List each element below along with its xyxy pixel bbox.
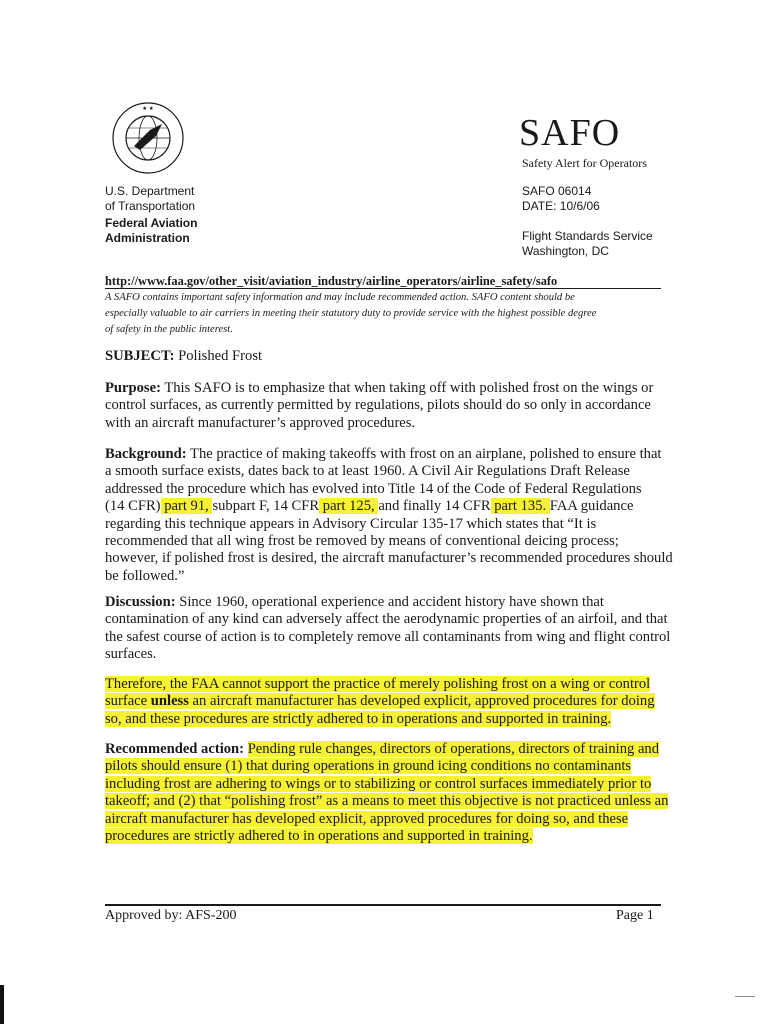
safo-date: DATE: 10/6/06 [522,199,600,213]
purpose-line-1: Purpose: This SAFO is to emphasize that when taking off with polished frost on the wings or [105,380,654,396]
therefore-line-1: Therefore, the FAA cannot support the practice of merely polishing frost on a wing or control [105,676,651,692]
footer-rule [105,904,661,906]
background-line-7: however, if polished frost is desired, the aircraft manufacturer’s recommended procedures should [105,550,673,567]
intro-line-2: especially valuable to air carriers in meeting their statutory duty to provide service with the highest possible degree [105,308,597,319]
purpose-line-2: control surfaces, as currently permitted by regulations, pilots should do so only in accordance [105,397,651,414]
recommended-line-1: Recommended action: Pending rule changes, directors of operations, directors of training and [105,741,660,757]
discussion-label: Discussion: [105,594,176,610]
safo-number: SAFO 06014 [522,184,592,198]
recommended-line-5: aircraft manufacturer has developed explicit, approved procedures for doing so, and these [105,810,629,827]
highlight-part-125: part 125, [319,498,379,515]
background-line-3: addressed the procedure which has evolved into Title 14 of the Code of Federal Regulations [105,480,642,497]
unless-emphasis: unless [150,693,189,710]
discussion-line-1: Discussion: Since 1960, operational experience and accident history have shown that [105,594,604,610]
background-line-8: be followed.” [105,567,185,584]
faa-seal-logo [110,100,186,176]
recommended-line-3: including frost are adhering to wings or to stabilizing or control surfaces immediately prior to [105,775,652,792]
background-line-6: recommended that all wing frost be removed by means of conventional deicing process; [105,533,619,550]
purpose-paragraph [105,380,660,432]
office-line-2: Washington, DC [522,244,609,258]
background-line-1: Background: The practice of making takeoffs with frost on an airplane, polished to ensure that [105,446,662,462]
subject-label: SUBJECT: [105,348,175,364]
approved-by: Approved by: AFS-200 [105,908,237,923]
therefore-paragraph [105,676,660,728]
background-label: Background: [105,446,187,462]
background-line-5: regarding this technique appears in Advisory Circular 135-17 which states that “It is [105,515,597,532]
office-line-1: Flight Standards Service [522,229,653,243]
department-line-1: U.S. Department [105,184,195,198]
background-line-2: a smooth surface exists, dates back to at least 1960. A Civil Air Regulations Draft Release [105,463,630,480]
purpose-label: Purpose: [105,380,161,396]
recommended-line-6: procedures are strictly adhered to in operations and supported in training. [105,828,533,845]
url-rule [105,288,661,289]
recommended-paragraph [105,741,669,845]
document-title: SAFO [519,112,621,154]
department-line-2: of Transportation [105,199,196,213]
discussion-line-2: contamination of any kind can adversely affect the aerodynamic properties of an airfoil, and that [105,611,668,628]
subject-text: Polished Frost [174,348,263,364]
subject-line [105,348,660,365]
safo-url-link[interactable]: http://www.faa.gov/other_visit/aviation_industry/airline_operators/airline_safety/safo [105,274,558,288]
agency-line-2: Administration [105,231,190,245]
discussion-line-3: the safest course of action is to completely remove all contaminants from wing and flight control [105,628,671,645]
scan-edge-mark [0,985,4,1024]
highlight-part-91: part 91, [160,498,213,515]
svg-text:★ ★: ★ ★ [142,106,154,112]
highlight-part-135: part 135. [490,498,550,515]
purpose-line-3: with an aircraft manufacturer’s approved procedures. [105,414,416,431]
therefore-line-3: so, and these procedures are strictly adhered to in operations and supported in training. [105,710,612,727]
faa-seal-icon [110,100,186,176]
background-paragraph [105,446,673,585]
scan-dash-mark [735,996,755,997]
intro-line-3: of safety in the public interest. [105,324,233,335]
recommended-label: Recommended action: [105,741,245,757]
document-subtitle: Safety Alert for Operators [522,156,647,170]
therefore-line-2: surface unless an aircraft manufacturer has developed explicit, approved procedures for doing [105,693,655,710]
background-line-4: (14 CFR) part 91, subpart F, 14 CFR part 125, and finally 14 CFR part 135. FAA guidance [105,498,634,515]
discussion-line-4: surfaces. [105,646,157,663]
recommended-line-4: takeoff; and (2) that “polishing frost” as a means to meet this objective is not practiced unless an [105,793,669,810]
discussion-paragraph [105,594,671,664]
page-number: Page 1 [616,908,654,923]
recommended-line-2: pilots should ensure (1) that during operations in ground icing conditions no contaminants [105,758,632,775]
intro-line-1: A SAFO contains important safety information and may include recommended action. SAFO content should be [105,292,575,303]
agency-line-1: Federal Aviation [105,216,198,230]
